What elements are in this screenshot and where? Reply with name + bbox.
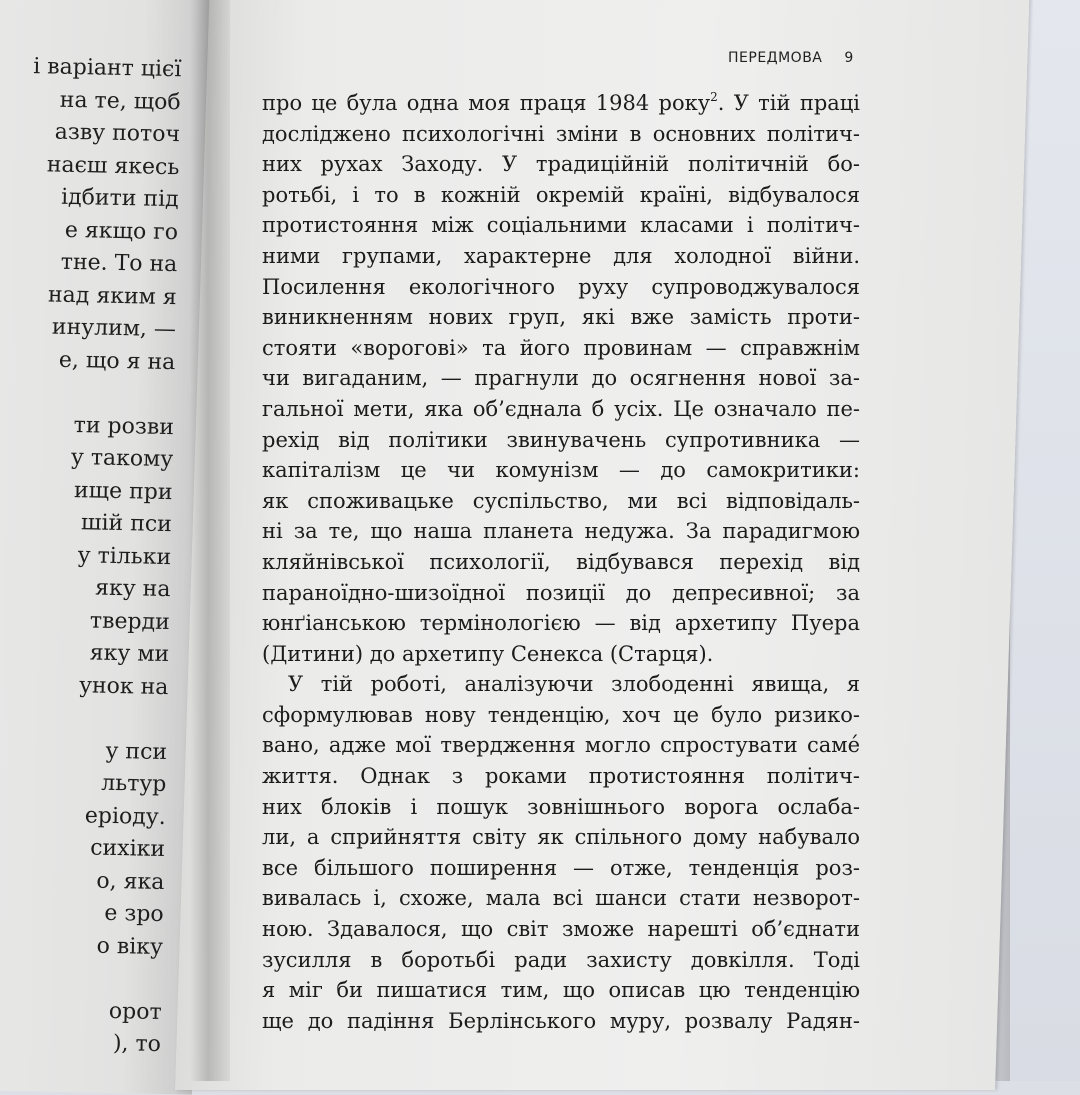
text-line: капіталізм це чи комунізм — до самокритики: <box>262 458 860 483</box>
text-line: стояти «ворогові» та його провинам — справжнім <box>262 335 860 360</box>
text-line: гальної мети, яка об’єднала б усіх. Це означало пе- <box>262 396 860 421</box>
left-page-line: о, яка <box>96 868 165 895</box>
left-page-line: ти розви <box>73 412 175 440</box>
text-line: них рухах Заходу. У традиційній політичній бо- <box>262 152 860 177</box>
left-page-line: і варіант цієї <box>33 54 182 83</box>
left-page-line: е якщо го <box>64 217 179 245</box>
text-line: ною. Здавалося, що світ зможе нарешті об’єднати <box>262 917 860 942</box>
left-page-line: е, що я на <box>58 347 176 375</box>
left-page-line: еріоду. <box>84 802 166 830</box>
left-page-line <box>0 699 168 737</box>
text-line: життя. Однак з роками протистояння політич- <box>262 764 860 789</box>
spine-shadow <box>190 0 230 1081</box>
text-line: ще до падіння Берлінського муру, розвалу Радян- <box>262 1008 860 1033</box>
left-page-line: яку ми <box>89 640 170 668</box>
text-line: них блоків і пошук зовнішнього ворога ослаба- <box>262 794 860 819</box>
text-line: У тій роботі, аналізуючи злободенні явища, я <box>288 672 860 697</box>
left-page-line: унок на <box>78 672 169 700</box>
left-page-line: у такому <box>70 445 174 473</box>
left-page-line: тверди <box>89 607 171 635</box>
paragraph-2 <box>262 669 860 1036</box>
page-body <box>262 88 860 1036</box>
left-page-line: у тільки <box>77 542 172 570</box>
footnote-reference: 2 <box>710 90 718 104</box>
left-page-line: наєш якесь <box>46 151 180 180</box>
text-line: я міг би пишатися тим, що описав цю тенденцію <box>262 978 860 1003</box>
left-page-line: орот <box>108 998 162 1025</box>
text-line: Посилення екологічного руху супроводжувалося <box>262 274 860 299</box>
text-line: протистояння між соціальними класами і політич- <box>262 213 860 238</box>
text-line: виникненням нових груп, які вже замість проти- <box>262 305 860 330</box>
text-line: зусилля в боротьбі ради захисту довкілля. Тоді <box>262 947 860 972</box>
left-page-line: над яким я <box>47 281 177 310</box>
text-line: як споживацьке суспільство, ми всі відповідаль- <box>262 488 860 513</box>
text-line: (Дитини) до архетипу Сенекса (Старця). <box>262 641 714 666</box>
text-line: вано, адже мої твердження могло спростувати саме́ <box>262 733 860 758</box>
left-page-line: на те, щоб <box>59 87 181 115</box>
text-line: досліджено психологічні зміни в основних політич- <box>262 121 860 146</box>
running-header <box>728 50 854 66</box>
text-line-end: . У тій праці <box>717 91 861 115</box>
left-page-line: шій пси <box>80 510 173 538</box>
section-title: ПЕРЕДМОВА <box>728 50 823 66</box>
text-line: ні за те, що наша планета недужа. За парадигмою <box>262 519 860 544</box>
text-line: рехід від політики звинувачень супротивника — <box>262 427 860 452</box>
paragraph-1 <box>262 88 860 669</box>
left-page-line: сихіки <box>89 835 166 863</box>
left-page-text <box>0 49 182 1062</box>
text-line <box>262 88 860 119</box>
left-page-line: яку на <box>94 575 171 603</box>
page-number: 9 <box>844 50 854 66</box>
text-line: вивалась і, схоже, мала всі шанси стати незворот- <box>262 886 860 911</box>
left-page-line: льтур <box>100 770 167 798</box>
left-page-line: е зро <box>104 900 164 928</box>
text-line: ними групами, характерне для холодної війни. <box>262 243 860 268</box>
left-page-line: ище при <box>73 477 173 505</box>
text-line: кляйнівської психології, відбувався перехід від <box>262 549 860 574</box>
left-page-line: о віку <box>96 933 164 960</box>
left-page-line: инулим, — <box>51 314 177 343</box>
text-line: ротьбі, і то в кожній окремій країні, відбувалося <box>262 182 860 207</box>
text-line: сформулював нову тенденцію, хоч це було ризико- <box>262 702 860 727</box>
left-page-line: тне. То на <box>60 249 178 278</box>
text-line-start: про це була одна моя праця 1984 року <box>262 91 711 115</box>
text-line: чи вигаданим, — прагнули до осягнення нової за- <box>262 366 860 391</box>
left-page-line: азву поточ <box>54 119 181 148</box>
text-line: параноїдно-шизоїдної позиції до депресивної; за <box>262 580 860 605</box>
left-page-line <box>0 959 163 997</box>
left-page-line: у пси <box>105 738 168 765</box>
left-page-line: ), то <box>112 1031 162 1058</box>
left-page-line <box>0 374 175 412</box>
text-line: юнґіанською термінологією — від архетипу Пуера <box>262 611 860 636</box>
text-line: все більшого поширення — отже, тенденція роз- <box>262 855 860 880</box>
text-line: ли, а сприйняття світу як спільного дому набувало <box>262 825 860 850</box>
left-page-line: ідбити під <box>60 184 179 213</box>
